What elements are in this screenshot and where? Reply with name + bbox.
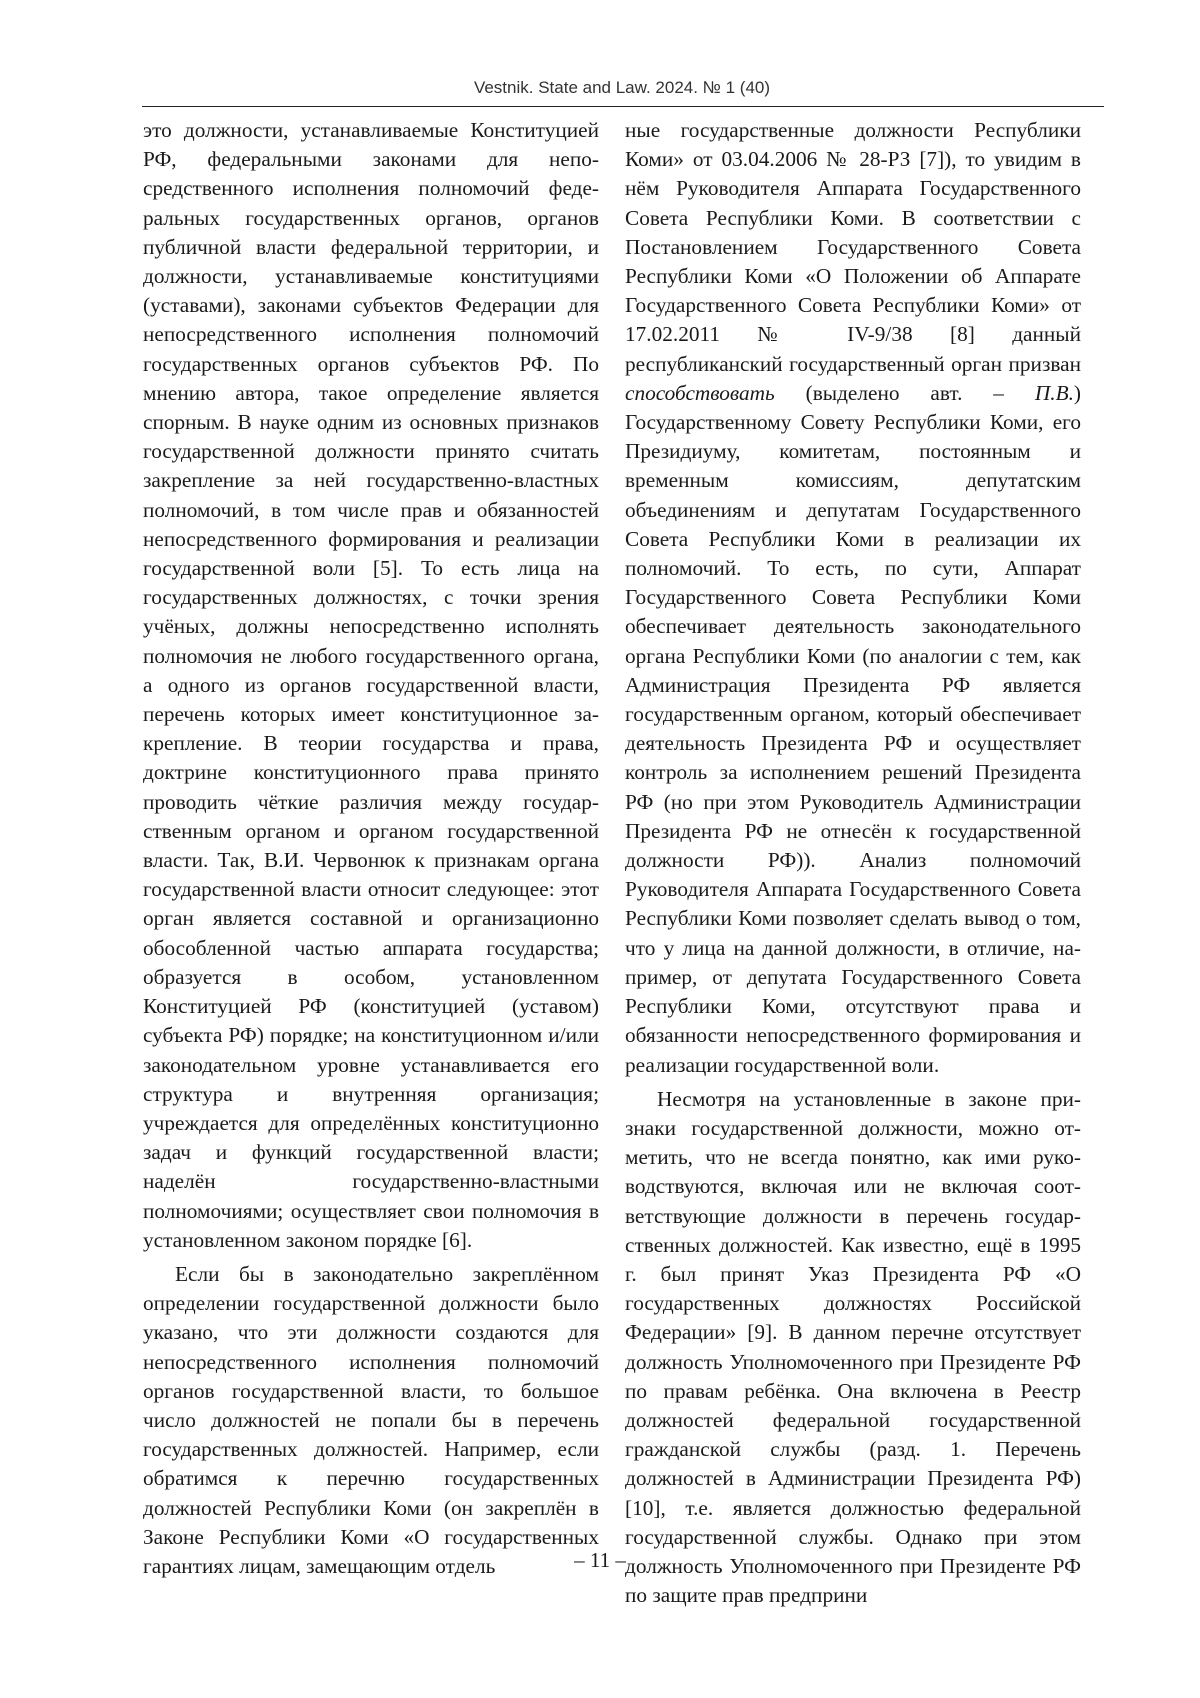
emphasis-sposobstvovat: способствовать — [625, 380, 775, 405]
left-paragraph-2: Если бы в законодательно закреплённом определении государственной должности было указано, что эти должности создаются для непосредственного исполнения полномочий органов государственной власти, то большое число должностей не попали бы в перечень государственных должностей. Например, если обратимся к перечню государственных должностей Республики Коми (он закреплён в Законе Республики Коми «О государственных гарантиях лицам, замещающим отдель — [143, 1261, 599, 1578]
left-paragraph-1: это должности, устанавливаемые Конституцией РФ, федеральными законами для непосредственного исполнения полномочий федеральных государственных органов, органов публичной власти федеральной территории, и должности, устанавливаемые конституциями (уставами), законами субъектов Федерации для непосредственного исполнения полномочий государственных органов субъектов РФ. По мнению автора, такое определение является спорным. В науке одним из основных признаков государственной должности принято считать закрепление за ней государственно-властных полномочий, в том числе прав и обязанностей непосредственного формирования и реализации государственной воли [5]. То есть лица на государственных должностях, с точки зрения учёных, должны непосредственно исполнять полномочия не любого государственного органа, а одного из органов государственной власти, перечень которых имеет конституционное закрепление. В теории государства и права, доктрине конституционного права принято проводить чёткие различия между государственным органом и органом государственной власти. Так, В.И. Червонюк к признакам органа государственной власти относит следующее: этот орган является составной и организационно обособленной частью аппарата государства; образуется в особом, установленном Конституцией РФ (конституцией (уставом) субъекта РФ) порядке; на конституционном и/или законодательном уровне устанавливается его структура и внутренняя организация; учреждается для определённых конституционно задач и функций государственной власти; наделён государственно-властными полномочиями; осуществляет свои полномочия в установленном законом порядке [6]. — [143, 118, 599, 1252]
right-paragraph-1 — [625, 116, 1081, 1080]
running-header: Vestnik. State and Law. 2024. № 1 (40) — [473, 78, 771, 97]
right-paragraph-2: Несмотря на установленные в законе признаки государственной должности, можно отметить, что не всегда понятно, как ими руководствуются, включая или не включая соответствующие должности в перечень государственных должностей. Как известно, ещё в 1995 г. был принят Указ Президента РФ «О государственных должностях Российской Федерации» [9]. В данном перечне отсутствует должность Уполномоченного при Президенте РФ по правам ребёнка. Она включена в Реестр должностей федеральной государственной гражданской службы (разд. 1. Перечень должностей в Администрации Президента РФ) [10], т.е. является должностью федеральной государственной службы. Однако при этом должность Уполномоченного при Президенте РФ по защите прав предприни — [625, 1086, 1081, 1608]
right-p1-text-c: ) Государственному Совету Республики Коми, его Президиуму, комитетам, постоянным и временным комиссиям, депутатским объединениям и депутатам Государственного Совета Республики Коми в реализации их полномочий. То есть, по сути, Аппарат Государственного Совета Республики Коми обеспечивает деятельность законодательного органа Республики Коми (по аналогии с тем, как Администрация Президента РФ является государственным органом, который обеспечивает деятельность Президента РФ и осуществляет контроль за исполнением решений Президента РФ (но при этом Руководитель Администрации Президента РФ не отнесён к государственной должности РФ)). Анализ полномочий Руководителя Аппарата Государственного Совета Республики Коми позволяет сделать вывод о том, что у лица на данной должности, в отличие, например, от депутата Государственного Совета Республики Коми, отсутствуют права и обязанности непосредственного формирования и реализации государственной воли. — [625, 380, 1081, 1077]
right-column — [625, 116, 1081, 1610]
left-column — [143, 116, 599, 1581]
header-rule — [142, 106, 1104, 107]
right-p1-text-a: ные государственные должности Республики Коми» от 03.04.2006 № 28-РЗ [7]), то увидим в нём Руководителя Аппарата Государственного Совета Республики Коми. В соответствии с Постановлением Государственного Совета Республики Коми «О Положении об Аппарате Государственного Совета Республики Коми» от 17.02.2011 № IV-9/38 [8] данный республиканский государственный орган призван — [625, 118, 1081, 376]
page-number: – 11 – — [574, 1548, 626, 1572]
emphasis-author-initials: П.В. — [1034, 380, 1074, 405]
right-p1-text-b: (выделено авт. – — [774, 380, 1035, 405]
